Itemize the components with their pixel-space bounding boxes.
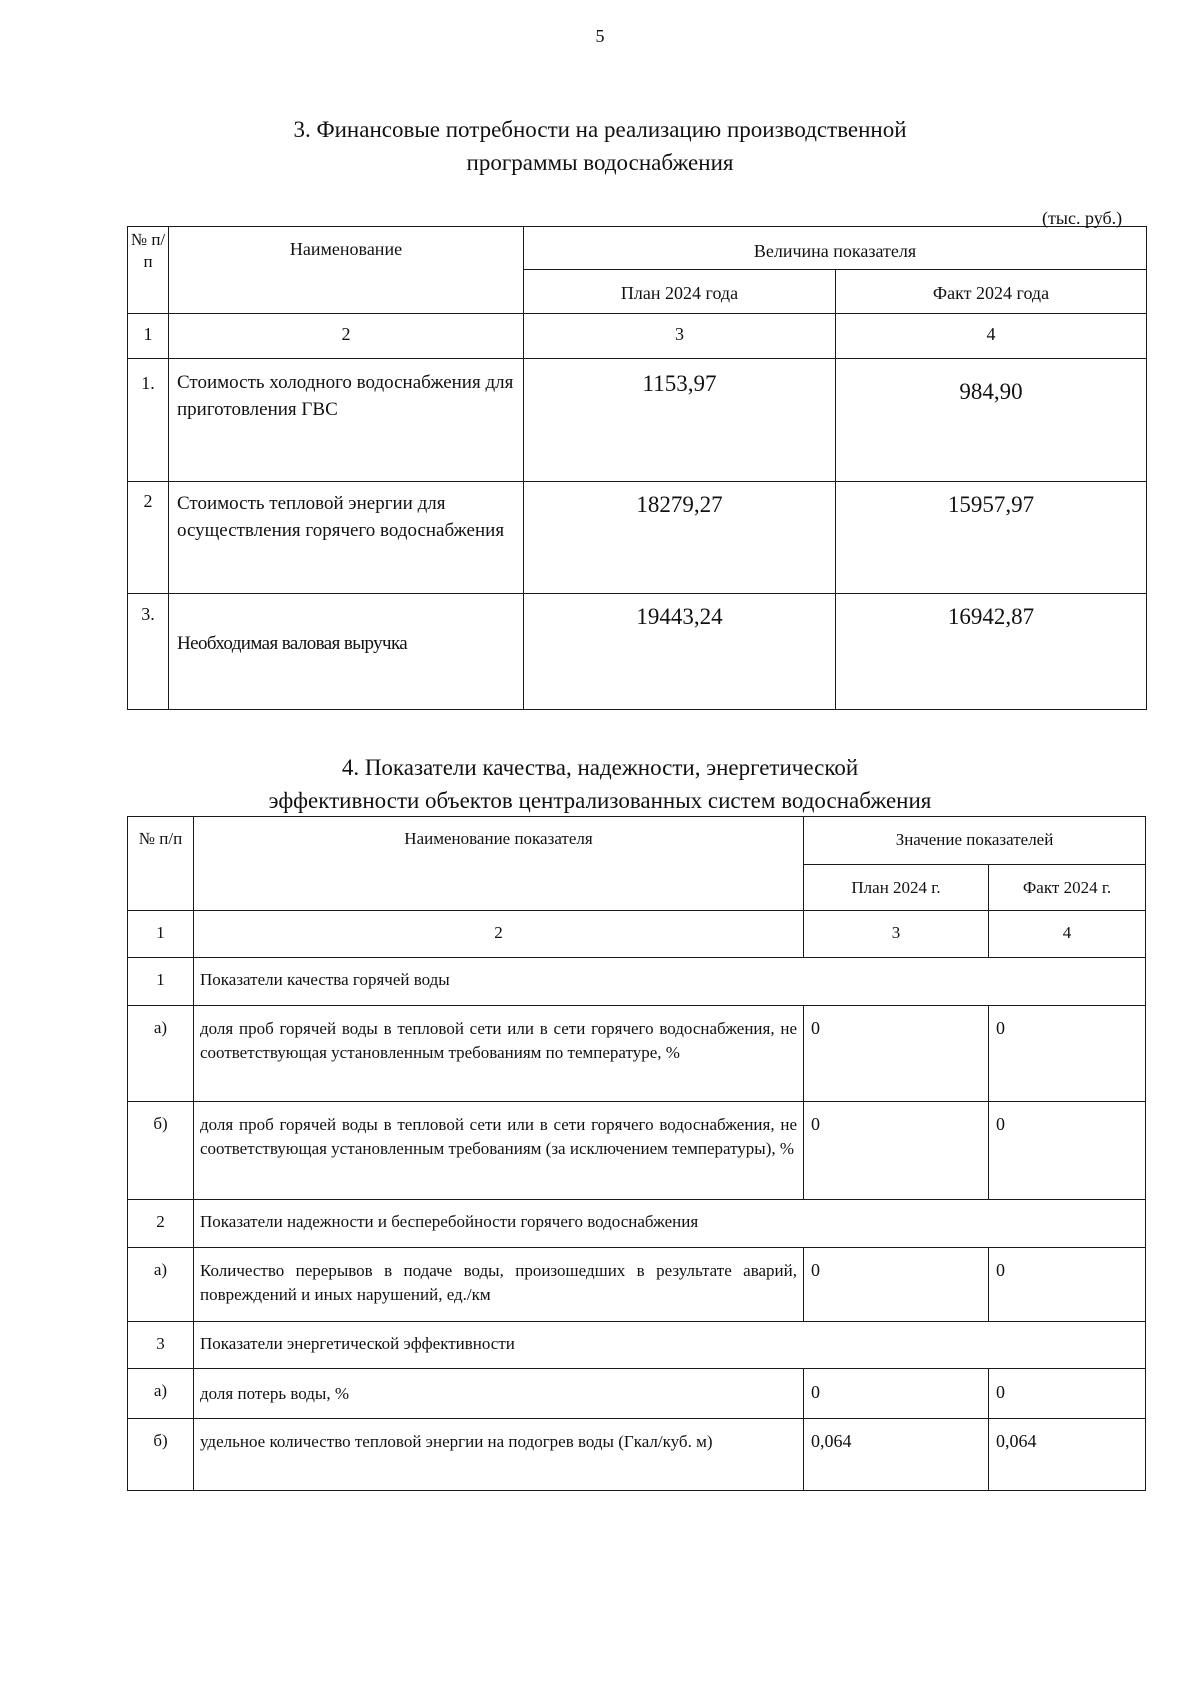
header-num: № п/п [128, 227, 169, 314]
col-number-3: 3 [524, 314, 836, 359]
group-title: Показатели энергетической эффективности [194, 1322, 1146, 1369]
row-fact: 15957,97 [836, 482, 1147, 594]
row-fact: 0 [989, 1248, 1146, 1322]
section-3-title-line-1: 3. Финансовые потребности на реализацию производственной [293, 117, 907, 142]
row-plan: 0 [804, 1102, 989, 1200]
section-3-title-line-2: программы водоснабжения [466, 150, 734, 175]
table-row [128, 1369, 1146, 1419]
row-num: а) [128, 1248, 194, 1322]
header-plan: План 2024 г. [804, 865, 989, 911]
table-row [128, 1419, 1146, 1491]
row-name: Необходимая валовая выручка [169, 594, 524, 710]
table-row [128, 1248, 1146, 1322]
header-fact: Факт 2024 г. [989, 865, 1146, 911]
col-number-1: 1 [128, 314, 169, 359]
section-3-title [0, 113, 1200, 179]
col-number-3: 3 [804, 911, 989, 958]
row-name: доля проб горячей воды в тепловой сети или в сети горячего водоснабжения, не соответствующая установленным требованиям (за исключением температуры), % [194, 1102, 804, 1200]
row-plan: 0 [804, 1006, 989, 1102]
units-label: (тыс. руб.) [1042, 208, 1123, 228]
header-plan: План 2024 года [524, 270, 836, 314]
header-fact: Факт 2024 года [836, 270, 1147, 314]
group-row [128, 958, 1146, 1006]
row-num: 2 [128, 482, 169, 594]
group-title: Показатели надежности и бесперебойности горячего водоснабжения [194, 1200, 1146, 1248]
quality-indicators-table [127, 816, 1146, 1491]
row-plan: 0 [804, 1248, 989, 1322]
header-value: Значение показателей [804, 817, 1146, 865]
row-plan: 0,064 [804, 1419, 989, 1491]
group-row [128, 1200, 1146, 1248]
row-plan: 0 [804, 1369, 989, 1419]
row-fact: 16942,87 [836, 594, 1147, 710]
col-number-1: 1 [128, 911, 194, 958]
financial-needs-table [127, 226, 1147, 710]
group-row [128, 1322, 1146, 1369]
row-num: б) [128, 1102, 194, 1200]
row-name: Стоимость холодного водоснабжения для приготовления ГВС [169, 359, 524, 482]
row-fact: 0 [989, 1369, 1146, 1419]
row-name: Количество перерывов в подаче воды, произошедших в результате аварий, повреждений и иных нарушений, ед./км [194, 1248, 804, 1322]
col-number-2: 2 [169, 314, 524, 359]
group-num: 2 [128, 1200, 194, 1248]
table-row [128, 1006, 1146, 1102]
row-fact: 0 [989, 1006, 1146, 1102]
row-name: доля потерь воды, % [194, 1369, 804, 1419]
row-plan: 19443,24 [524, 594, 836, 710]
row-name: доля проб горячей воды в тепловой сети или в сети горячего водоснабжения, не соответствующая установленным требованиям по температуре, % [194, 1006, 804, 1102]
section-4-title-line-1: 4. Показатели качества, надежности, энергетической [341, 755, 859, 780]
row-plan: 18279,27 [524, 482, 836, 594]
header-num: № п/п [128, 817, 194, 911]
col-number-2: 2 [194, 911, 804, 958]
group-title: Показатели качества горячей воды [194, 958, 1146, 1006]
col-number-4: 4 [836, 314, 1147, 359]
row-num: а) [128, 1006, 194, 1102]
row-fact: 984,90 [836, 359, 1147, 482]
table-row [128, 482, 1147, 594]
table-row [128, 359, 1147, 482]
section-4-title [0, 751, 1200, 817]
row-num: 3. [128, 594, 169, 710]
row-num: 1. [128, 359, 169, 482]
row-num: а) [128, 1369, 194, 1419]
header-value: Величина показателя [524, 227, 1147, 270]
row-name: удельное количество тепловой энергии на подогрев воды (Гкал/куб. м) [194, 1419, 804, 1491]
col-number-4: 4 [989, 911, 1146, 958]
header-name: Наименование показателя [194, 817, 804, 911]
group-num: 3 [128, 1322, 194, 1369]
row-name: Стоимость тепловой энергии для осуществления горячего водоснабжения [169, 482, 524, 594]
row-fact: 0,064 [989, 1419, 1146, 1491]
group-num: 1 [128, 958, 194, 1006]
section-4-title-line-2: эффективности объектов централизованных систем водоснабжения [268, 788, 932, 813]
page-number: 5 [595, 26, 605, 46]
header-name: Наименование [169, 227, 524, 314]
row-num: б) [128, 1419, 194, 1491]
table-row [128, 594, 1147, 710]
table-row [128, 1102, 1146, 1200]
row-plan: 1153,97 [524, 359, 836, 482]
row-fact: 0 [989, 1102, 1146, 1200]
